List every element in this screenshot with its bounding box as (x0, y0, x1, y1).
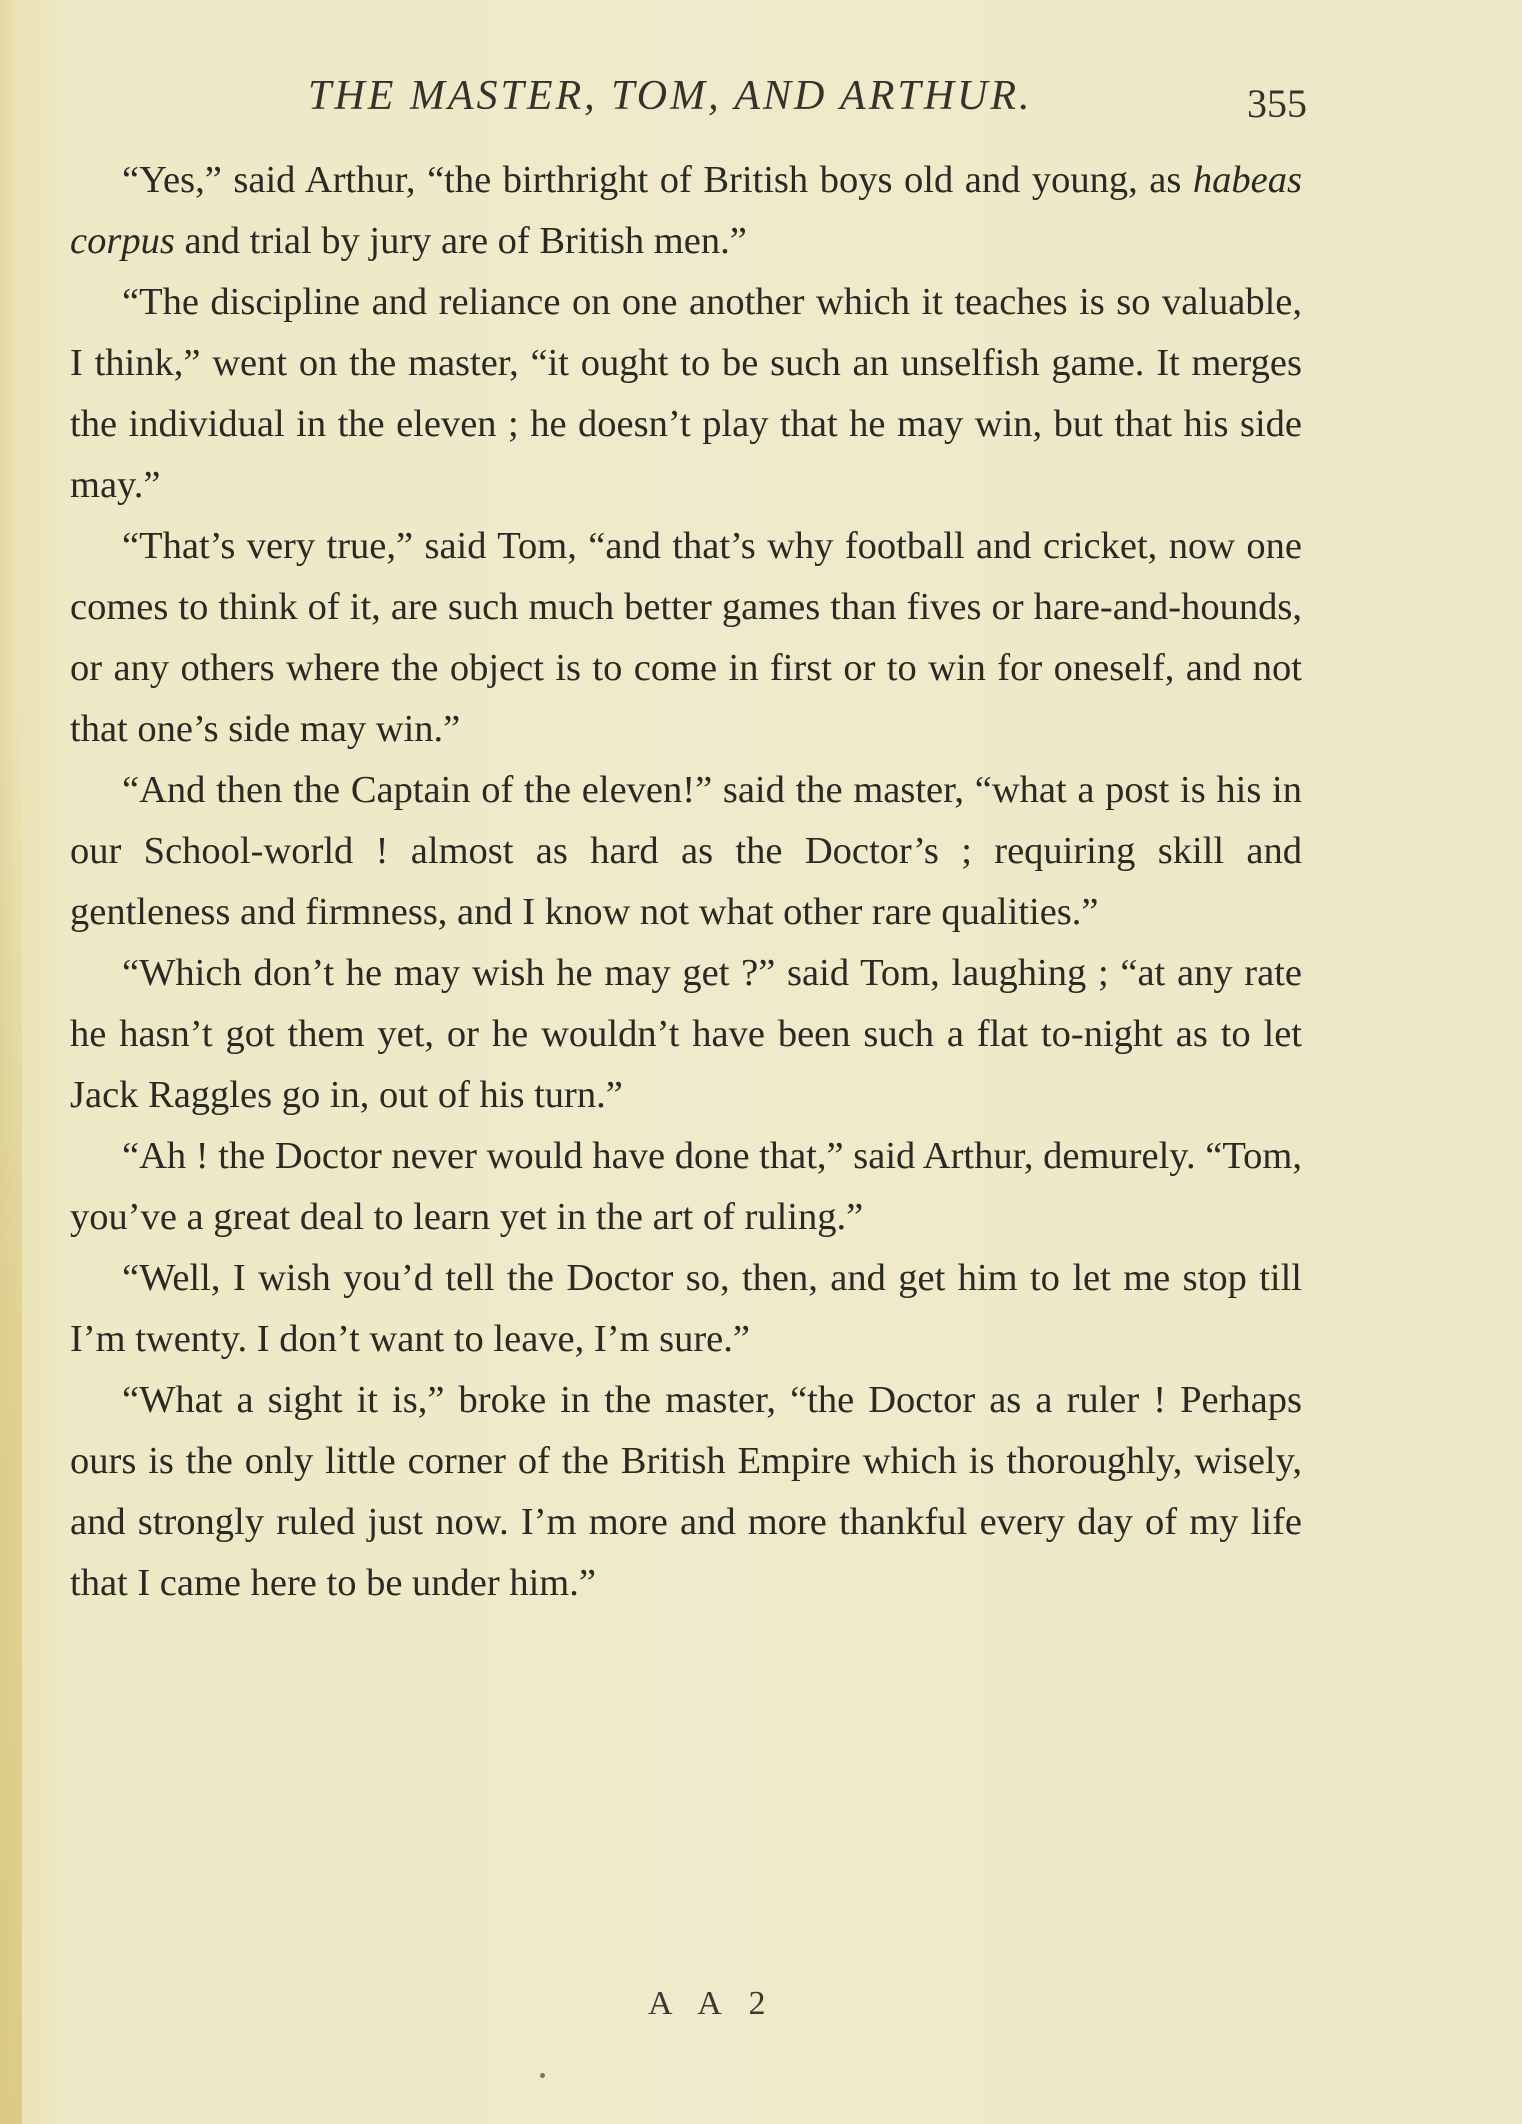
paragraph: “The discipline and reliance on one another which it teaches is so valuable, I think,” went on the master, “it ought to be such an unselfish game. It merges the individual in the eleven ; he doesn’t play that he may win, but that his side may.” (70, 281, 1302, 506)
signature-mark: A A 2 (648, 1985, 776, 2022)
paragraph: “Yes,” said Arthur, “the birthright of British boys old and young, as habeas corpus and trial by jury are of British men.” (70, 159, 1302, 262)
paragraph: “What a sight it is,” broke in the master, “the Doctor as a ruler ! Perhaps ours is the only little corner of the British Empire which is thoroughly, wisely, and strongly ruled just now. I’m more and more thankful every day of my life that I came here to be under him.” (70, 1379, 1302, 1604)
italic-phrase: habeas corpus (70, 159, 1302, 262)
page-edge-stain (0, 700, 22, 2124)
body-text (70, 150, 1302, 1614)
paragraph: “Which don’t he may wish he may get ?” said Tom, laughing ; “at any rate he hasn’t got them yet, or he wouldn’t have been such a flat to-night as to let Jack Raggles go in, out of his turn.” (70, 952, 1302, 1116)
paragraph: “That’s very true,” said Tom, “and that’s why football and cricket, now one comes to think of it, are such much better games than fives or hare-and-hounds, or any others where the object is to come in first or to win for oneself, and not that one’s side may win.” (70, 525, 1302, 750)
paragraph: “And then the Captain of the eleven!” said the master, “what a post is his in our School-world ! almost as hard as the Doctor’s ; requiring skill and gentleness and firmness, and I know not what other rare qualities.” (70, 769, 1302, 933)
running-head: THE MASTER, TOM, AND ARTHUR. (308, 73, 1033, 119)
ink-speck (540, 2073, 545, 2078)
page-number: 355 (1247, 81, 1307, 126)
paragraph: “Ah ! the Doctor never would have done that,” said Arthur, demurely. “Tom, you’ve a great deal to learn yet in the art of ruling.” (70, 1135, 1302, 1238)
paragraph: “Well, I wish you’d tell the Doctor so, then, and get him to let me stop till I’m twenty. I don’t want to leave, I’m sure.” (70, 1257, 1302, 1360)
